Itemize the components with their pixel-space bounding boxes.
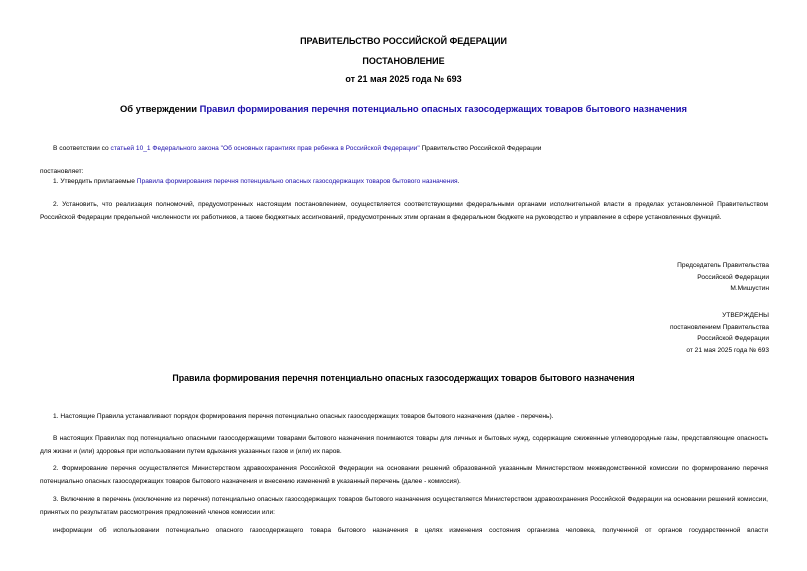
document-title xyxy=(0,103,807,115)
federal-law-link[interactable]: статьей 10_1 Федерального закона "Об основных гарантиях прав ребенка в Российской Федерации" xyxy=(110,145,420,152)
rules-paragraph-1: 1. Настоящие Правила устанавливают порядок формирования перечня потенциально опасных газосодержащих товаров бытового назначения (далее - перечень). xyxy=(53,413,554,420)
clause-1-lead: 1. Утвердить прилагаемые xyxy=(53,178,137,185)
document-title-link[interactable]: Правил формирования перечня потенциально опасных газосодержащих товаров бытового назначения xyxy=(199,103,687,114)
rules-paragraph-1b: В настоящих Правилах под потенциально опасными газосодержащими товарами бытового назначения понимаются товары для личных и бытовых нужд, содержащие сжиженные углеводородные газы, представляющие опасность для жизни и (или) здоровья при использовании путем вдыхания указанных газов и (или) их паров. xyxy=(40,435,768,455)
signature-name: М.Мишустин xyxy=(730,285,769,293)
rules-title: Правила формирования перечня потенциально опасных газосодержащих товаров бытового назначения xyxy=(172,373,635,383)
signature-position: Председатель Правительства xyxy=(677,262,769,269)
signature-block xyxy=(677,260,769,295)
rules-link[interactable]: Правила формирования перечня потенциально опасных газосодержащих товаров бытового назначения xyxy=(136,178,458,185)
signature-country: Российской Федерации xyxy=(697,273,769,281)
document-title-prefix: Об утверждении xyxy=(120,103,200,114)
approval-block xyxy=(670,310,769,356)
clause-1-tail: . xyxy=(457,178,460,185)
clause-1 xyxy=(40,176,459,189)
approval-country: Российской Федерации xyxy=(697,335,769,343)
document-type-heading: ПОСТАНОВЛЕНИЕ xyxy=(362,56,445,66)
rules-paragraph-3: 3. Включение в перечень (исключение из перечня) потенциально опасных газосодержащих товаров бытового назначения осуществляется Министерством здравоохранения Российской Федерации на основании решений комиссии, принятых по результатам рассмотрения предложений членов комиссии или: xyxy=(40,496,768,516)
government-heading: ПРАВИТЕЛЬСТВО РОССИЙСКОЙ ФЕДЕРАЦИИ xyxy=(300,36,507,46)
rules-paragraph-2: 2. Формирование перечня осуществляется Министерством здравоохранения Российской Федерации на основании решений образованной указанным Министерством межведомственной комиссии по формированию перечня потенциально опасных газосодержащих товаров бытового назначения и внесению изменений в указанный перечень (далее - комиссия). xyxy=(40,465,768,485)
clause-2: 2. Установить, что реализация полномочий, предусмотренных настоящим постановлением, осуществляется соответствующими федеральными органами исполнительной власти в пределах установленной Правительством Российской Федерации предельной численности их работников, а также бюджетных ассигнований, предусмотренных этим органам в федеральном бюджете на руководство и управление в сфере установленных функций. xyxy=(40,201,768,221)
decides-text: постановляет: xyxy=(40,168,84,175)
approval-stamp: УТВЕРЖДЕНЫ xyxy=(722,312,769,319)
rules-paragraph-3a: информации об использовании потенциально опасного газосодержащего товара бытового назначения в целях изменения состояния организма человека, полученной от органов государственной власти xyxy=(53,527,768,534)
document-date-number: от 21 мая 2025 года № 693 xyxy=(345,74,462,84)
preamble-lead: В соответствии со xyxy=(53,145,111,152)
approval-by: постановлением Правительства xyxy=(669,323,769,331)
approval-date: от 21 мая 2025 года № 693 xyxy=(686,346,769,354)
preamble-paragraph xyxy=(40,143,541,156)
preamble-tail: Правительство Российской Федерации xyxy=(419,145,542,152)
